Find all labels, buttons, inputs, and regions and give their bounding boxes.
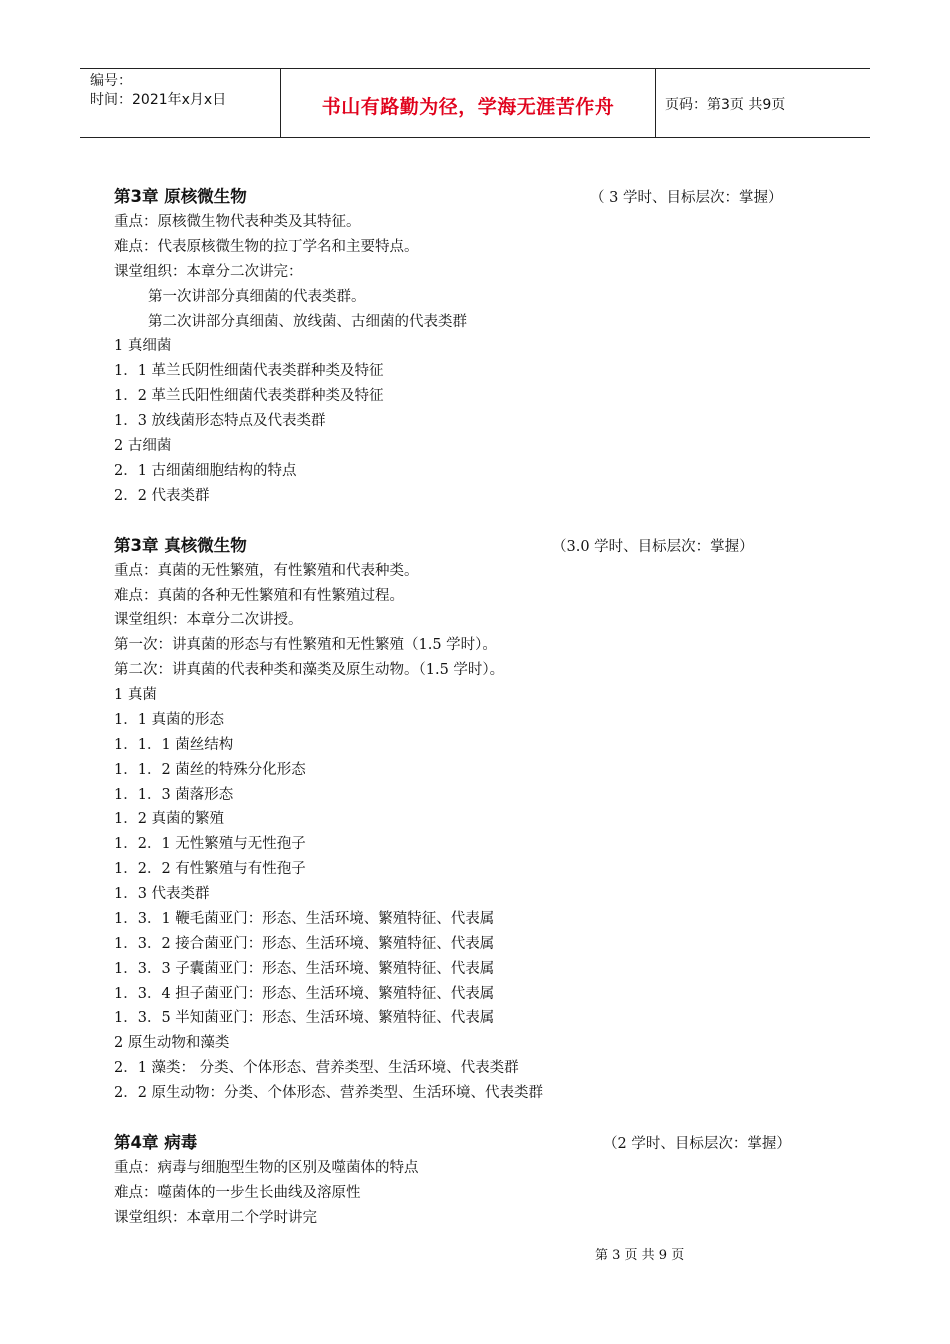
text-line: 1．1．2 菌丝的特殊分化形态 bbox=[114, 762, 306, 778]
text-line: 2．2 代表类群 bbox=[114, 488, 210, 504]
page-header bbox=[80, 68, 870, 138]
page-footer: 第 3 页 共 9 页 bbox=[595, 1248, 685, 1263]
text-line: 1．2．2 有性繁殖与有性孢子 bbox=[114, 861, 306, 877]
chapter-title: 第3章 原核微生物 bbox=[114, 187, 247, 206]
text-line: 1．1．3 菌落形态 bbox=[114, 787, 234, 803]
text-line: 1 真细菌 bbox=[114, 338, 172, 354]
text-line: 2．1 古细菌细胞结构的特点 bbox=[114, 463, 297, 479]
text-line: 第一次讲部分真细菌的代表类群。 bbox=[148, 289, 366, 305]
text-line: 1．1．1 菌丝结构 bbox=[114, 737, 234, 753]
text-line: 课堂组织：本章分二次讲完： bbox=[114, 264, 303, 280]
header-time: 时间：2021年x月x日 bbox=[90, 92, 227, 108]
header-right-cell bbox=[655, 69, 870, 137]
text-line: 2．2 原生动物：分类、个体形态、营养类型、生活环境、代表类群 bbox=[114, 1085, 544, 1101]
text-line: 重点：原核微生物代表种类及其特征。 bbox=[114, 214, 361, 230]
text-line: 1．3 放线菌形态特点及代表类群 bbox=[114, 413, 326, 429]
text-line: 课堂组织：本章分二次讲授。 bbox=[114, 612, 303, 628]
text-line: 难点：真菌的各种无性繁殖和有性繁殖过程。 bbox=[114, 588, 404, 604]
header-left-cell bbox=[80, 69, 280, 137]
chapter-title: 第3章 真核微生物 bbox=[114, 536, 247, 555]
text-line: 1 真菌 bbox=[114, 687, 157, 703]
text-line: 1．3．3 子囊菌亚门：形态、生活环境、繁殖特征、代表属 bbox=[114, 961, 495, 977]
text-line: 重点：真菌的无性繁殖，有性繁殖和代表种类。 bbox=[114, 563, 419, 579]
chapter-hours-note: （ 3 学时、目标层次：掌握） bbox=[590, 190, 783, 206]
text-line: 难点：噬菌体的一步生长曲线及溶原性 bbox=[114, 1185, 361, 1201]
chapter-hours-note: （2 学时、目标层次：掌握） bbox=[603, 1136, 791, 1152]
text-line: 难点：代表原核微生物的拉丁学名和主要特点。 bbox=[114, 239, 419, 255]
text-line: 2．1 藻类： 分类、个体形态、营养类型、生活环境、代表类群 bbox=[114, 1060, 519, 1076]
text-line: 1．2 真菌的繁殖 bbox=[114, 811, 225, 827]
header-number: 编号： bbox=[90, 73, 132, 89]
chapter-title: 第4章 病毒 bbox=[114, 1133, 198, 1152]
header-page-number: 页码：第3页 共9页 bbox=[665, 97, 786, 113]
text-line: 2 古细菌 bbox=[114, 438, 172, 454]
text-line: 1．3 代表类群 bbox=[114, 886, 210, 902]
text-line: 重点：病毒与细胞型生物的区别及噬菌体的特点 bbox=[114, 1160, 419, 1176]
header-motto: 书山有路勤为径，学海无涯苦作舟 bbox=[321, 96, 615, 118]
text-line: 1．1 革兰氏阴性细菌代表类群种类及特征 bbox=[114, 363, 384, 379]
text-line: 1．2．1 无性繁殖与无性孢子 bbox=[114, 836, 306, 852]
text-line: 1．3．2 接合菌亚门：形态、生活环境、繁殖特征、代表属 bbox=[114, 936, 495, 952]
text-line: 第二次：讲真菌的代表种类和藻类及原生动物。（1.5 学时）。 bbox=[114, 662, 505, 678]
text-line: 1．2 革兰氏阳性细菌代表类群种类及特征 bbox=[114, 388, 384, 404]
text-line: 1．1 真菌的形态 bbox=[114, 712, 225, 728]
header-center-cell bbox=[280, 69, 656, 137]
text-line: 2 原生动物和藻类 bbox=[114, 1035, 230, 1051]
text-line: 第一次：讲真菌的形态与有性繁殖和无性繁殖（1.5 学时）。 bbox=[114, 637, 497, 653]
text-line: 第二次讲部分真细菌、放线菌、古细菌的代表类群 bbox=[148, 314, 467, 330]
text-line: 1．3．4 担子菌亚门：形态、生活环境、繁殖特征、代表属 bbox=[114, 986, 495, 1002]
text-line: 课堂组织：本章用二个学时讲完 bbox=[114, 1210, 317, 1226]
chapter-hours-note: （3.0 学时、目标层次：掌握） bbox=[552, 539, 754, 555]
text-line: 1．3．5 半知菌亚门：形态、生活环境、繁殖特征、代表属 bbox=[114, 1010, 495, 1026]
text-line: 1．3．1 鞭毛菌亚门：形态、生活环境、繁殖特征、代表属 bbox=[114, 911, 495, 927]
